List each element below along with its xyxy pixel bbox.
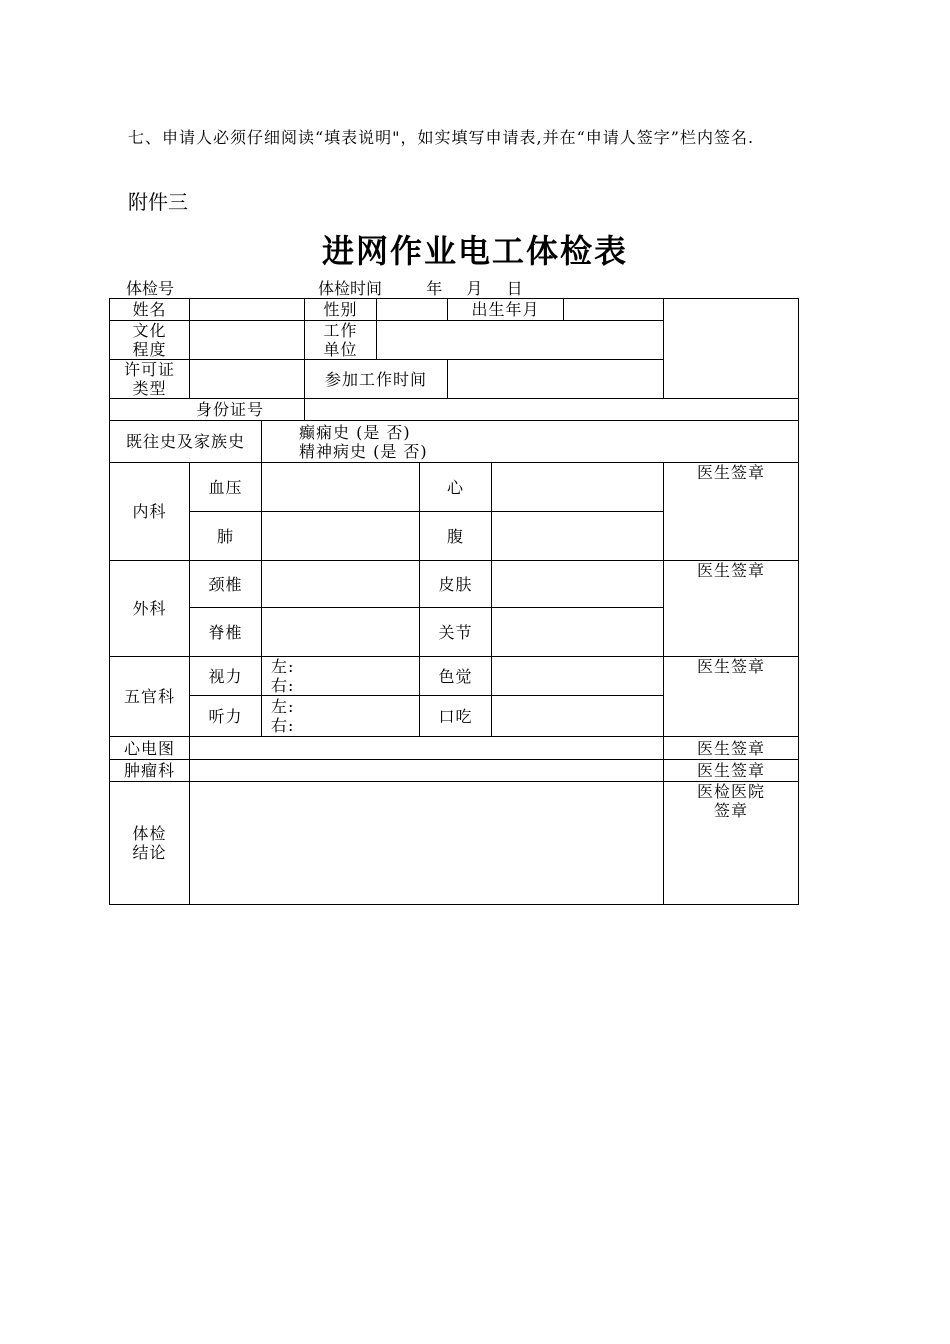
exam-number-label: 体检号 [126, 279, 175, 298]
abdomen-field[interactable] [492, 512, 663, 560]
facial-doctor-sign: 医生签章 [696, 657, 765, 676]
exam-time-row [318, 276, 523, 299]
spine-field[interactable] [262, 608, 419, 656]
skin-label: 皮肤 [438, 574, 473, 594]
mental-history: 精神病史 (是 否) [299, 441, 428, 461]
work-start-label: 参加工作时间 [324, 369, 427, 389]
heart-field[interactable] [492, 463, 663, 511]
lung-field[interactable] [262, 512, 419, 560]
oncology-label: 肿瘤科 [123, 761, 175, 780]
conclusion-label: 体检 结论 [132, 824, 167, 862]
blood-pressure-label: 血压 [208, 477, 243, 497]
ecg-label: 心电图 [123, 738, 175, 758]
spine-label: 脊椎 [208, 622, 243, 642]
color-vision-label: 色觉 [438, 666, 473, 686]
joint-field[interactable] [492, 608, 663, 656]
instruction-note: 七、申请人必须仔细阅读“填表说明"，如实填写申请表,并在“申请人签字”栏内签名. [128, 128, 755, 147]
id-number-field[interactable] [305, 399, 798, 420]
license-type-field[interactable] [190, 360, 304, 398]
year-label: 年 [426, 279, 443, 298]
license-type-label: 许可证 类型 [123, 360, 175, 398]
work-start-field[interactable] [448, 360, 663, 398]
cervical-field[interactable] [262, 561, 419, 607]
skin-field[interactable] [492, 561, 663, 607]
name-field[interactable] [190, 299, 304, 320]
mouth-label: 口吃 [438, 706, 473, 726]
id-number-label: 身份证号 [195, 400, 264, 419]
vision-label: 视力 [208, 666, 243, 686]
birth-field[interactable] [564, 299, 663, 320]
surgery-doctor-sign: 医生签章 [696, 561, 765, 580]
work-unit-field[interactable] [377, 321, 663, 359]
oncology-field[interactable] [190, 760, 663, 781]
gender-field[interactable] [377, 299, 447, 320]
ecg-field[interactable] [190, 737, 663, 759]
birth-label: 出生年月 [471, 299, 540, 319]
cervical-label: 颈椎 [208, 574, 243, 594]
attachment-label: 附件三 [128, 190, 188, 214]
name-label: 姓名 [132, 299, 167, 319]
lung-label: 肺 [216, 526, 234, 546]
heart-label: 心 [446, 477, 464, 497]
internal-label: 内科 [132, 502, 167, 521]
epilepsy-history: 癫痫史 (是 否) [299, 422, 411, 442]
mouth-field[interactable] [492, 696, 663, 736]
blood-pressure-field[interactable] [262, 463, 419, 511]
day-label: 日 [506, 279, 523, 298]
surgery-label: 外科 [132, 599, 167, 618]
joint-label: 关节 [438, 622, 473, 642]
form-title: 进网作业电工体检表 [321, 232, 628, 270]
ecg-doctor-sign: 医生签章 [696, 738, 765, 758]
vision-left-right[interactable]: 左: 右: [271, 657, 295, 695]
color-vision-field[interactable] [492, 657, 663, 695]
history-label: 既往史及家族史 [125, 432, 245, 451]
exam-time-label: 体检时间 [318, 279, 383, 298]
gender-label: 性别 [323, 299, 358, 319]
abdomen-label: 腹 [446, 526, 464, 546]
education-label: 文化 程度 [132, 321, 167, 359]
conclusion-field[interactable] [190, 782, 663, 904]
oncology-doctor-sign: 医生签章 [696, 761, 765, 780]
facial-label: 五官科 [123, 687, 175, 706]
internal-doctor-sign: 医生签章 [696, 463, 765, 482]
education-field[interactable] [190, 321, 304, 359]
work-unit-label: 工作 单位 [323, 321, 358, 359]
hearing-label: 听力 [208, 706, 243, 726]
month-label: 月 [466, 279, 483, 298]
hospital-sign: 医检医院 签章 [696, 782, 765, 820]
physical-exam-form [109, 298, 799, 905]
photo-area [664, 299, 798, 398]
hearing-left-right[interactable]: 左: 右: [271, 697, 295, 735]
